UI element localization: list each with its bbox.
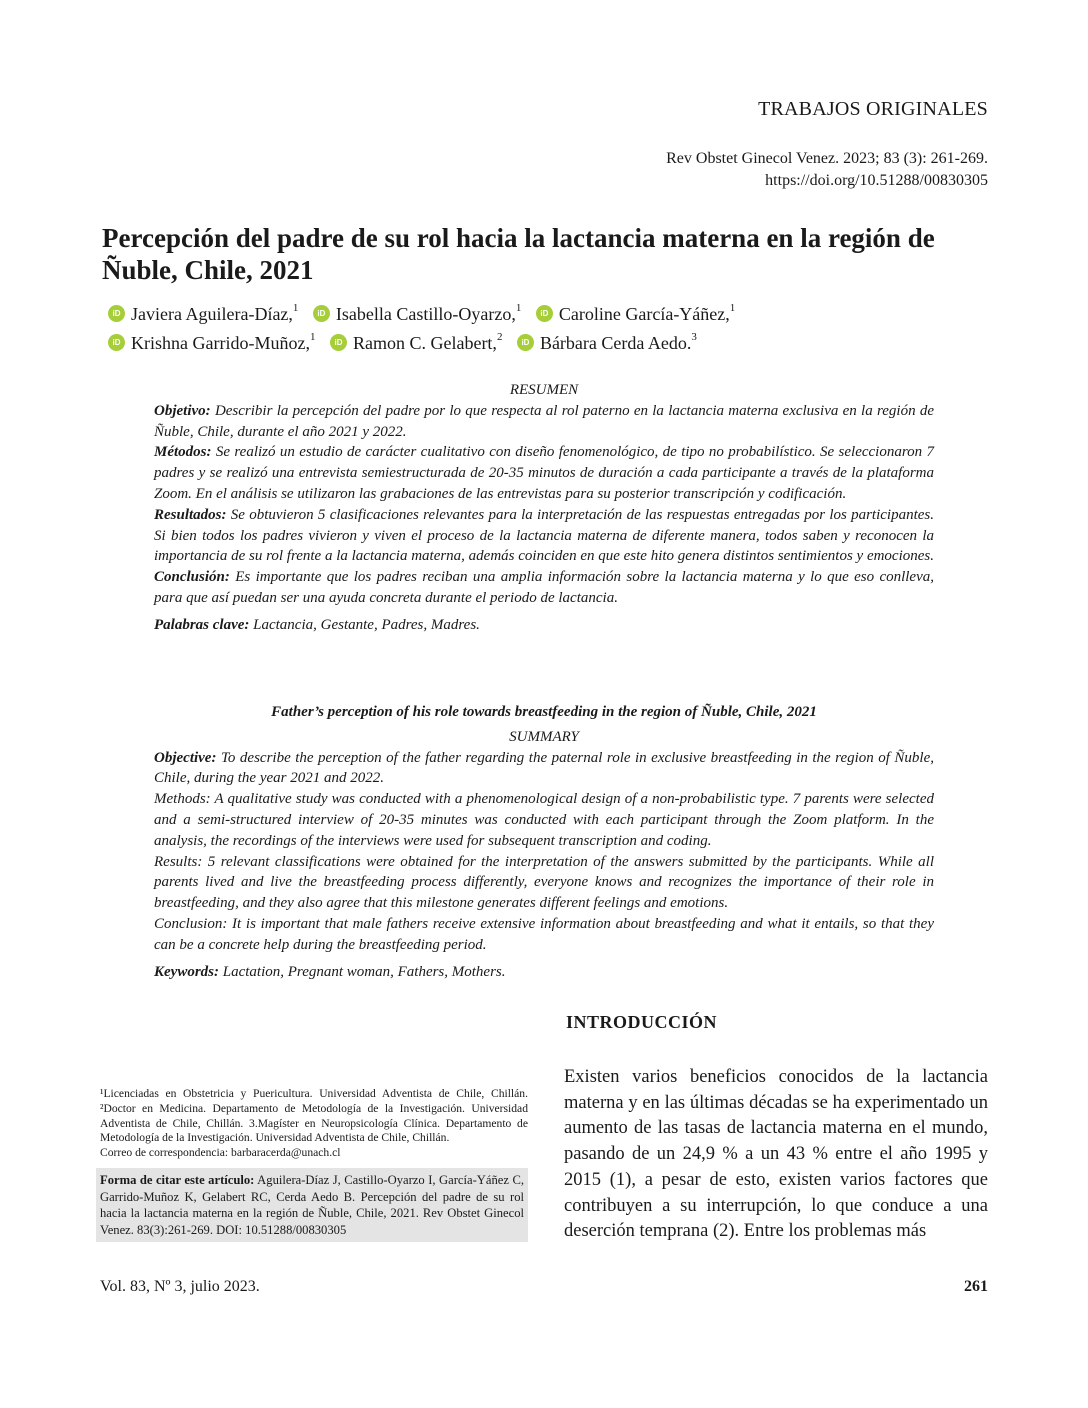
paragraph: Existen varios beneficios conocidos de la lactancia materna y en las últimas décadas se ha experimentado un aumento de las tasas de lactancia materna en el mundo, pasando de un 24,9 % a un 43 % entre el año 1995 y 2015 (1), a pesar de esto, existen varios factores que contribuyen a su interrupción, lo que conduce a una deserción temprana (2). Entre los problemas más [564, 1067, 988, 1242]
abstract-objective [154, 401, 934, 443]
section-heading: INTRODUCCIÓN [566, 1012, 718, 1032]
summary-results: Results: 5 relevant classifications were obtained for the interpretation of the answers submitted by the participants. While all parents lived and live the breastfeeding process differently, everyone knows and recognizes the importance of their role in breastfeeding, and they also agree that this milestone generates different feelings and emotions. [154, 853, 934, 912]
summary-heading: SUMMARY [509, 728, 579, 745]
introduction-text [564, 1065, 988, 1245]
author[interactable] [330, 331, 502, 355]
orcid-icon[interactable]: iD [108, 334, 125, 351]
orcid-icon[interactable]: iD [108, 305, 125, 322]
label: Objetivo: [154, 402, 211, 419]
english-title: Father’s perception of his role towards breastfeeding in the region of Ñuble, Chile, 2021 [271, 704, 817, 720]
author[interactable] [313, 302, 521, 326]
summary-methods: Methods: A qualitative study was conducted with a phenomenological design of a non-probabilistic type. 7 parents were selected and a semi-structured interview of 20-35 minutes was conducted with each participant through the Zoom platform. In the analysis, the recordings of the interviews were used for subsequent transcription and coding. [154, 791, 934, 849]
abstract-keywords [154, 615, 934, 636]
article-title: Percepción del padre de su rol hacia la lactancia materna en la región de Ñuble, Chile, 2021 [102, 223, 935, 285]
author[interactable] [108, 302, 298, 326]
author-name: Javiera Aguilera-Díaz, [131, 303, 293, 324]
journal-citation [666, 148, 988, 192]
label: Palabras clave: [154, 616, 250, 633]
label: Objective: [154, 749, 217, 766]
affiliations-footnote: ¹Licenciadas en Obstetricia y Puericultura. Universidad Adventista de Chile, Chillán. ²Doctor en Medicina. Departamento de Metodología de la Investigación. Universidad Adventista de Chile, Chillán. 3.Magíster en Neuropsicología Clínica. Departamento de Metodología de la Investigación. Universidad Adventista de Chile, Chillán. [100, 1087, 528, 1145]
author-name: Krishna Garrido-Muñoz, [131, 332, 310, 353]
summary-conclusion: Conclusion: It is important that male fathers receive extensive information about breastfeeding and what it entails, so that they can be a concrete help during the breastfeeding period. [154, 915, 934, 953]
journal-reference: Rev Obstet Ginecol Venez. 2023; 83 (3): 261-269. [666, 150, 988, 167]
english-abstract [154, 702, 934, 982]
label: Keywords: [154, 963, 219, 980]
citation-box [96, 1168, 528, 1242]
orcid-icon[interactable]: iD [313, 305, 330, 322]
summary-objective [154, 748, 934, 790]
footnotes [100, 1087, 528, 1161]
orcid-icon[interactable]: iD [536, 305, 553, 322]
doi-link[interactable]: https://doi.org/10.51288/00830305 [765, 172, 988, 189]
orcid-icon[interactable]: iD [517, 334, 534, 351]
citation-label: Forma de citar este artículo: [100, 1173, 255, 1187]
text: Lactancia, Gestante, Padres, Madres. [253, 616, 480, 633]
label: Resultados: [154, 506, 227, 523]
orcid-icon[interactable]: iD [330, 334, 347, 351]
author-list [108, 327, 707, 355]
page-number: 261 [964, 1278, 988, 1295]
label: Métodos: [154, 444, 212, 461]
author-name: Caroline García-Yáñez, [558, 303, 730, 324]
section-label: TRABAJOS ORIGINALES [758, 98, 988, 120]
issue-footer: Vol. 83, Nº 3, julio 2023. [100, 1278, 260, 1295]
affiliation-mark: 3 [691, 330, 697, 343]
text: Se realizó un estudio de carácter cualitativo con diseño fenomenológico, de tipo no probabilístico. Se seleccionaron 7 padres y se realizó una entrevista semiestructurada de 20-35 minutos de duración a cada participante a través de la plataforma Zoom. En el análisis se utilizaron las grabaciones de las entrevistas para su posterior transcripción y codificación. [154, 444, 935, 502]
summary-keywords [154, 962, 934, 983]
text: Se obtuvieron 5 clasificaciones relevantes para la interpretación de las respuestas entregadas por los participantes. Si bien todos los padres vivieron y viven el proceso de la lactancia materna de diferente manera, todos saben y reconocen la importancia de su rol frente a la lactancia materna, además coinciden en que este hito genera distintos sentimientos y emociones. [154, 506, 935, 565]
author-name: Isabella Castillo-Oyarzo, [335, 303, 516, 324]
author[interactable] [108, 331, 315, 355]
text: Describir la percepción del padre por lo que respecta al rol paterno en la lactancia materna exclusiva en la región de Ñuble, Chile, durante el año 2021 y 2022. [154, 402, 935, 440]
text: Lactation, Pregnant woman, Fathers, Mothers. [222, 963, 506, 980]
abstract-results [154, 505, 934, 567]
affiliation-mark: 1 [515, 301, 522, 314]
author-list [108, 298, 745, 326]
text: Es importante que los padres reciban una amplia información sobre la lactancia materna y lo que eso conlleva, para que así puedan ser una ayuda concreta durante el periodo de lactancia. [154, 569, 935, 606]
abstract-conclusion [154, 567, 934, 609]
spanish-abstract [154, 380, 934, 636]
abstract-methods [154, 442, 934, 504]
label: Conclusión: [154, 569, 230, 586]
author-name: Ramon C. Gelabert, [352, 332, 497, 353]
citation-text: Aguilera-Díaz J, Castillo-Oyarzo I, García-Yáñez C, Garrido-Muñoz K, Gelabert RC, Cerda Aedo B. Percepción del padre de su rol hacia la lactancia materna en la región de Ñuble, Chile, 2021. Rev Obstet Ginecol Venez. 83(3):261-269. DOI: 10.51288/00830305 [100, 1173, 524, 1237]
author-name: Bárbara Cerda Aedo. [539, 332, 692, 353]
correspondence-email[interactable]: Correo de correspondencia: barbaracerda@unach.cl [100, 1146, 341, 1160]
author[interactable] [536, 302, 735, 326]
text: To describe the perception of the father regarding the paternal role in exclusive breastfeeding in the region of Ñuble, Chile, during the year 2021 and 2022. [154, 749, 935, 787]
author[interactable] [517, 331, 697, 355]
affiliation-mark: 1 [309, 330, 316, 343]
resumen-heading: RESUMEN [509, 382, 579, 398]
affiliation-mark: 2 [496, 330, 503, 343]
affiliation-mark: 1 [729, 301, 736, 314]
affiliation-mark: 1 [292, 301, 299, 314]
